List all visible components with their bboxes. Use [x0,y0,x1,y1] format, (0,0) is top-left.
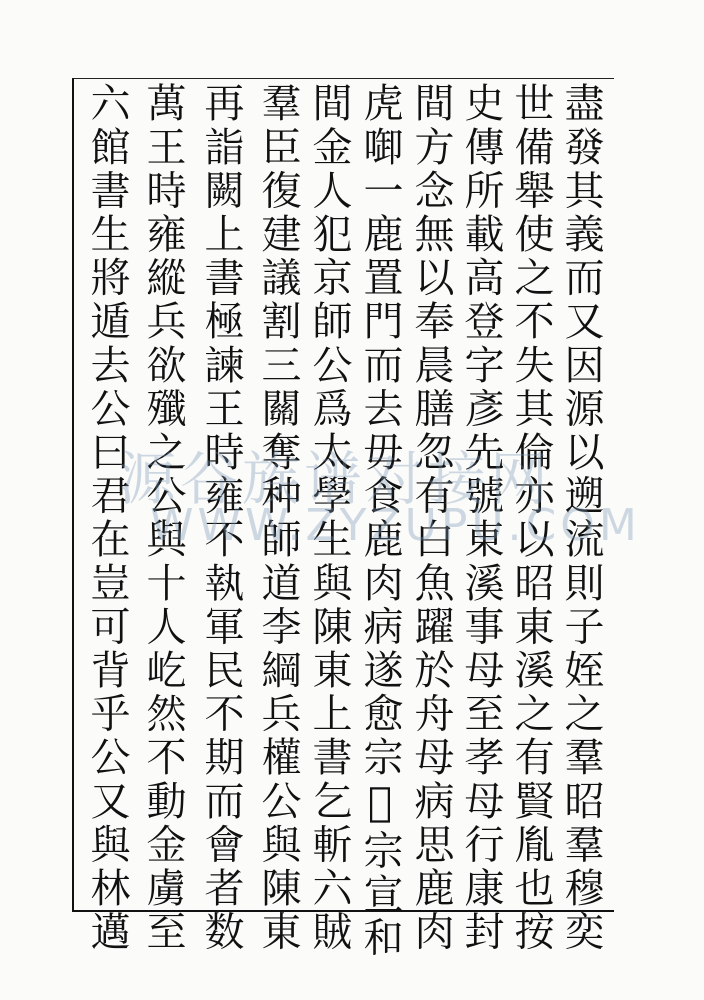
text-column-5: 虎啣一鹿置門而去毋食鹿肉病遂愈宗𡺚宗宣和 [357,82,403,960]
text-column-2: 世備舉使之不失其倫亦以昭東溪之有賢胤也按 [508,82,554,954]
text-column-10: 六館書生將遁去公曰君在豈可背乎公又與林邁 [84,82,130,954]
watermark-url: WWW.ZYZUPU.COM [150,500,641,551]
text-column-9: 萬王時雍縱兵欲殲之公與十人屹然不動金虜至 [140,82,186,954]
text-column-8: 再詣闕上書極諫王時雍不執軍民不期而會者数 [198,82,244,954]
text-column-6: 間金人犯京師公爲太學生與陳東上書乞斬六賊 [306,82,352,954]
text-column-3: 史傳所載高登字彥先號東溪事母至孝母行康封 [458,82,504,954]
watermark-text: 源谷族谱对接网 [118,445,553,513]
text-column-1: 盡發其義而又因源以遡流則子姪之羣昭羣穆奕 [558,82,604,954]
text-column-4: 間方念無以奉晨膳忽有白魚躍於舟母病思鹿肉 [408,82,454,954]
text-column-7: 羣臣復建議割三關奪种師道李綱兵權公與陳東 [255,82,301,954]
